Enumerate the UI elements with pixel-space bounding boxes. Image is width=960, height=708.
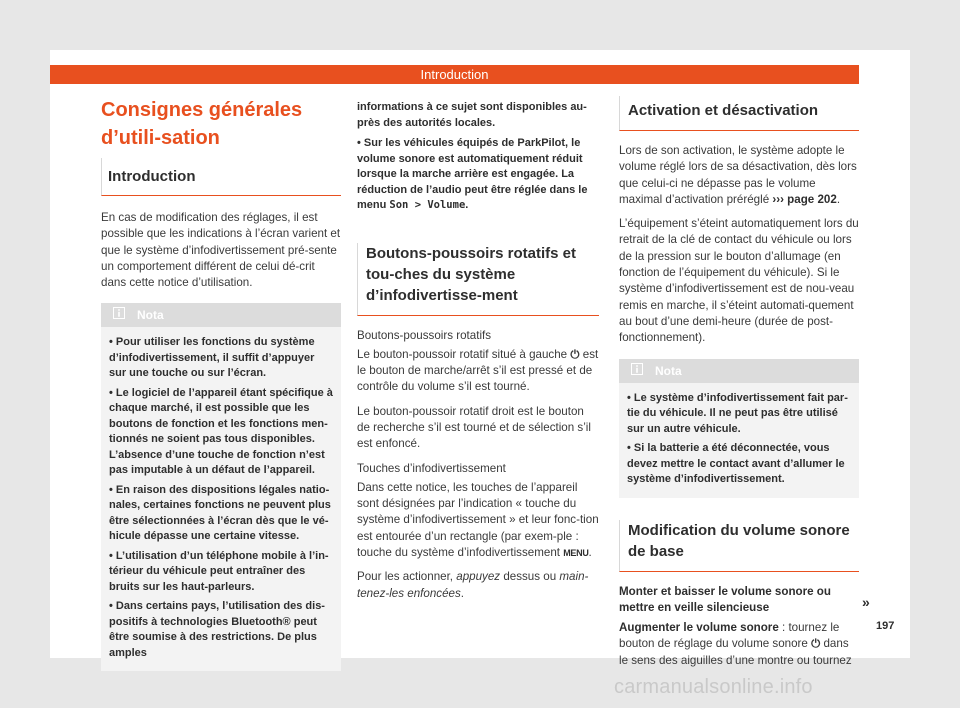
- subtitle: Introduction: [101, 158, 341, 196]
- watermark: carmanualsonline.info: [614, 676, 813, 698]
- section-title-buttons: Boutons-poussoirs rotatifs et tou-ches du système d’infodivertisse-ment: [357, 243, 599, 316]
- nota-item: [357, 136, 599, 214]
- paragraph-text: Dans cette notice, les touches de l’appareil sont désignées par l’indication « touche du système d’infodivertissement » et leur fonc-tion est entourée d’un rectangle (par exem-ple : touche du système d’infodivertissement: [357, 480, 599, 560]
- volume-paragraph: [619, 620, 859, 669]
- activation-paragraph: [619, 143, 859, 208]
- power-icon: ⏻: [811, 637, 821, 651]
- subheading-rotary: Boutons-poussoirs rotatifs: [357, 328, 492, 342]
- menu-path: Son > Volume: [389, 199, 466, 211]
- nota-item: • Le logiciel de l’appareil étant spécifique à chaque marché, il est possible que les boutons de fonction et les fonctions men-tionnés ne soient pas tous disponibles. L’absence d’une touche de fonction n’est pas imputable à un défaut de l’appareil.: [109, 386, 333, 477]
- section-title-activation: Activation et désactivation: [619, 96, 859, 131]
- intro-paragraph: En cas de modification des réglages, il est possible que les indications à l’écran varient et que le système d’infodivertissement pré-sente un comportement différent de celui dé-crit dans cette notice d’utilisation.: [101, 211, 341, 290]
- column-1: [101, 96, 341, 679]
- nota-label: Nota: [137, 308, 164, 323]
- section-title-volume: Modification du volume sonore de base: [619, 520, 859, 572]
- emphasis-press: appuyez: [456, 570, 501, 584]
- nota-header: [101, 303, 341, 327]
- nota-body: [101, 327, 341, 671]
- nota-continued-text: informations à ce sujet sont disponibles au-près des autorités locales.: [357, 101, 587, 129]
- nota-body: [619, 383, 859, 498]
- nota-item: • En raison des dispositions légales natio-nales, certaines fonctions ne peuvent plus être sélectionnées à l’écran dès que le vé-hicule dépasse une certaine vitesse.: [109, 483, 331, 543]
- paragraph-text: Lors de son activation, le système adopte le volume réglé lors de sa désactivation, dès lors que celui-ci ne dépasse pas le volume maximal d’activation préréglé: [619, 144, 857, 206]
- nota-item: • Pour utiliser les fonctions du système d’infodivertissement, il suffit d’appuyer sur une touche ou sur l’écran.: [109, 336, 315, 380]
- nota-item-end: .: [465, 199, 469, 211]
- paragraph-text: dessus ou: [500, 570, 560, 584]
- continue-arrow-icon: »: [862, 594, 870, 610]
- subheading-volume: Monter et baisser le volume sonore ou mettre en veille silencieuse: [619, 584, 831, 614]
- paragraph-end: .: [836, 192, 841, 206]
- nota-box: [101, 303, 341, 671]
- paragraph-end: .: [460, 586, 465, 600]
- page-header: [50, 65, 859, 84]
- page-number: 197: [876, 620, 895, 632]
- paragraph-text: Pour les actionner,: [357, 570, 457, 584]
- main-title: Consignes générales d’utili-sation: [101, 99, 303, 149]
- paragraph-text: Le bouton-poussoir rotatif situé à gauche: [357, 347, 571, 361]
- keys-paragraph: [357, 480, 599, 561]
- paragraph-text: dans le sens des aiguilles d’une montre ou tournez: [619, 637, 852, 667]
- info-icon: [631, 359, 645, 383]
- rotary-left-paragraph: [357, 347, 599, 396]
- page-reference-link[interactable]: ››› page 202: [772, 192, 837, 206]
- rotary-right-paragraph: Le bouton-poussoir rotatif droit est le bouton de recherche s’il est tourné et de sélection s’il est enfoncé.: [357, 404, 591, 451]
- paragraph-text: : tournez le bouton de réglage du volume sonore: [619, 621, 840, 651]
- nota-item: • Si la batterie a été déconnectée, vous devez mettre le contact avant d’allumer le système d’infodivertissement.: [627, 442, 845, 486]
- nota-item: • Dans certains pays, l’utilisation des dis-positifs à technologies Bluetooth® peut être soumise à des restrictions. De plus amples: [109, 600, 325, 659]
- emphasis-hold: main-tenez-les enfoncées: [357, 570, 589, 600]
- header-title: Introduction: [420, 67, 489, 82]
- paragraph-end: .: [588, 546, 592, 560]
- paragraph-text: est le bouton de marche/arrêt s’il est pressé et de contrôle du volume s’il est tourné.: [357, 347, 599, 394]
- power-icon: ⏻: [570, 347, 580, 361]
- volume-up-label: Augmenter le volume sonore: [619, 621, 779, 635]
- column-2: [357, 100, 599, 610]
- nota-item-text: • Sur les véhicules équipés de ParkPilot, le volume sonore est automatiquement réduit lorsque la marche arrière est engagée. La réduction de l’audio peut être réglée dans le menu: [357, 137, 588, 211]
- nota-box: [619, 359, 859, 498]
- nota-item: • Le système d’infodivertissement fait par-tie du véhicule. Il ne peut pas être utilisé sur un autre véhicule.: [627, 391, 848, 435]
- actuate-paragraph: [357, 569, 599, 602]
- subheading-keys: Touches d’infodivertissement: [357, 461, 506, 475]
- nota-label: Nota: [655, 363, 682, 378]
- column-3: [619, 96, 859, 677]
- nota-item: • L’utilisation d’un téléphone mobile à l’in-térieur du véhicule peut entraîner des bruits sur les haut-parleurs.: [109, 549, 329, 593]
- nota-continued: [357, 100, 599, 214]
- nota-header: [619, 359, 859, 383]
- auto-off-paragraph: L’équipement s’éteint automatiquement lors du retrait de la clé de contact du véhicule ou lors de la pression sur le bouton d’allumage (en fonction de l’équipement du véhicule). Si le système d’infodivertissement est de nou-veau remis en marche, il s’éteint automati-quement au bout d’une demi-heure (durée de post-fonctionnement).: [619, 217, 859, 345]
- info-icon: [113, 303, 127, 327]
- menu-key-label: MENU: [563, 548, 589, 559]
